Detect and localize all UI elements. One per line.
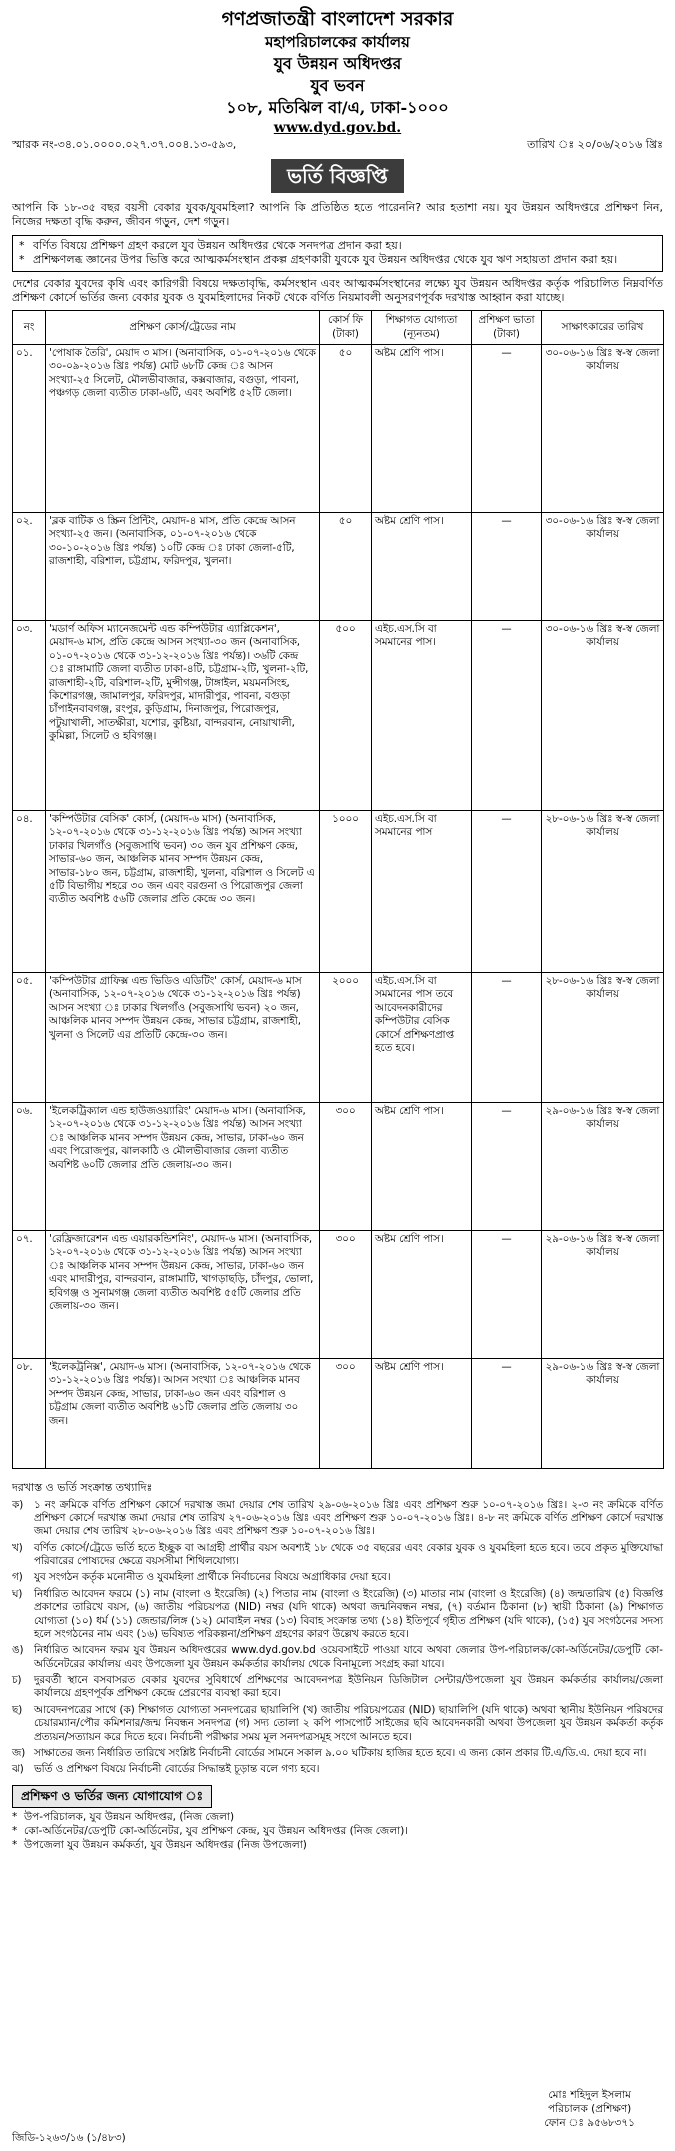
row-course: 'পোষাক তৈরি', মেয়াদ ৩ মাস। (অনাবাসিক, ০১-০৭-২০১৬ থেকে ৩০-০৯-২০১৬ খ্রিঃ পর্যন্ত) মোট ৬৮টি কেন্দ্র ঃ আসন সংখ্যা-২৫ সিলেট, মৌলভীবাজার, কক্সবাজার, বগুড়া, পাবনা, পঞ্চগড় জেলা ব্যতীত ঢাকা-৬টি, এবং অবশিষ্ট ৫২টি জেলা। bbox=[46, 345, 320, 513]
col-header-allowance: প্রশিক্ষণ ভাতা (টাকা) bbox=[472, 311, 542, 345]
info-item: ছ) আবেদনপত্রের সাথে (ক) শিক্ষাগত যোগ্যতা সনদপত্রের ছায়ালিপি (খ) জাতীয় পরিচয়পত্রের (NID) ছায়ালিপি (যদি থাকে) অথবা স্থানীয় ইউনিয়ন পরিষদের চেয়ারম্যান/পৌর কমিশনার/জন্ম নিবন্ধন সনদপত্র (গ) সদ্য তোলা ২ কপি পাসপোর্ট সাইজের ছবি আবেদনকারী অথবা উপজেলা যুব উন্নয়ন কর্মকর্তা কর্তৃক প্রত্যয়ন/সত্যায়ন করে দিতে হবে। নির্বাচনী পরীক্ষার সময় মূল সনদপত্রসমূহ সংগে আনতে হবে। bbox=[12, 1703, 663, 1743]
building-name: যুব ভবন bbox=[310, 76, 365, 95]
col-header-course: প্রশিক্ষণ কোর্স/ট্রেডের নাম bbox=[46, 311, 320, 345]
table-row bbox=[13, 811, 664, 973]
row-allowance: — bbox=[472, 1359, 542, 1469]
row-no: ০১. bbox=[13, 345, 46, 513]
row-fee: ৫০০ bbox=[320, 621, 372, 811]
notes-box bbox=[12, 235, 663, 272]
info-item: চ) দুরবর্তী স্থানে বসবাসরত বেকার যুবদের সুবিধার্থে প্রশিক্ষণের আবেদনপত্র ইউনিয়ন ডিজিটাল সেন্টার/উপজেলা যুব উন্নয়ন কর্মকর্তার কার্যালয়/জেলা কার্যালয়ে গ্রহণপূর্বক প্রশিক্ষণ কেন্দ্রে প্রেরণের ব্যবস্থা করা হবে। bbox=[12, 1674, 664, 1700]
row-interview: ৩০-০৬-১৬ খ্রিঃ স্ব-স্ব জেলা কার্যালয় bbox=[542, 345, 664, 513]
contact-item: * কো-অর্ডিনেটর/ডেপুটি কো-অর্ডিনেটর, যুব প্রশিক্ষণ কেন্দ্র, যুব উন্নয়ন অধিদপ্তর (নিজ জেলা)। bbox=[12, 1825, 409, 1838]
address: ১০৮, মতিঝিল বা/এ, ঢাকা-১০০০ bbox=[226, 98, 449, 117]
table-row bbox=[13, 621, 664, 811]
department-title: যুব উন্নয়ন অধিদপ্তর bbox=[273, 54, 402, 73]
row-allowance: — bbox=[472, 1231, 542, 1359]
row-course: 'মডার্ণ অফিস ম্যানেজমেন্ট এন্ড কম্পিউটার এ্যাপ্লিকেশন', মেয়াদ-৬ মাস, প্রতি কেন্দ্রে আসন সংখ্যা-৩০ জন (অনাবাসিক, ০১-০৭-২০১৬ থেকে ৩১-১২-২০১৬ খ্রিঃ পর্যন্ত)। ৩৬টি কেন্দ্র ঃ রাঙ্গামাটি জেলা ব্যতীত ঢাকা-৪টি, চট্টগ্রাম-২টি, খুলনা-২টি, রাজশাহী-২টি, বরিশাল-২টি, মুন্সীগঞ্জ, টাঙ্গাইল, ময়মনসিংহ, কিশোরগঞ্জ, জামালপুর, ফরিদপুর, মাদারীপুর, পাবনা, বগুড়া চাঁপাইনবাবগঞ্জ, রংপুর, কুড়িগ্রাম, দিনাজপুর, পিরোজপুর, পটুয়াখালী, সাতক্ষীরা, যশোর, কুষ্টিয়া, বান্দরবান, নোয়াখালী, কুমিল্লা, সিলেট ও হবিগঞ্জ। bbox=[46, 621, 320, 811]
col-header-fee: কোর্স ফি (টাকা) bbox=[320, 311, 372, 345]
header bbox=[12, 6, 663, 137]
table-row bbox=[13, 973, 664, 1103]
info-heading: দরখাস্ত ও ভর্তি সংক্রান্ত তথ্যাদিঃ bbox=[12, 1481, 153, 1494]
row-course: 'কম্পিউটার গ্রাফিক্স এন্ড ভিডিও এডিটিং' কোর্স, মেয়াদ-৬ মাস (অনাবাসিক, ১২-০৭-২০১৬ থেকে ৩১-১২-২০১৬ খ্রিঃ পর্যন্ত) আসন সংখ্যা ঃ ঢাকার খিলগাঁও (সবুজসাথি ভবন) ২০ জন, আঞ্চলিক মানব সম্পদ উন্নয়ন কেন্দ্র, সাভার চট্টগ্রাম, রাজশাহী, খুলনা ও সিলেট এর প্রতিটি কেন্দ্রে-৩০ জন। bbox=[46, 973, 320, 1103]
row-course: 'ইলেকট্রনিক্স', মেয়াদ-৬ মাস। (অনাবাসিক, ১২-০৭-২০১৬ থেকে ৩১-১২-২০১৬ খ্রিঃ পর্যন্ত)। আসন সংখ্যা ঃ আঞ্চলিক মানব সম্পদ উন্নয়ন কেন্দ্র, সাভার, ঢাকা-৬০ জন এবং বরিশাল ও চট্টগ্রাম জেলা ব্যতীত অবশিষ্ট ৬১টি জেলার প্রতি জেলায় ৩০ জন। bbox=[46, 1359, 320, 1469]
col-header-qualification: শিক্ষাগত যোগ্যতা (ন্যূনতম) bbox=[372, 311, 472, 345]
row-allowance: — bbox=[472, 1103, 542, 1231]
notice-title: ভর্তি বিজ্ঞপ্তি bbox=[271, 159, 404, 193]
row-interview: ২৯-০৬-১৬ খ্রিঃ স্ব-স্ব জেলা কার্যালয় bbox=[542, 1103, 664, 1231]
contact-heading: প্রশিক্ষণ ও ভর্তির জন্য যোগাযোগ ঃ bbox=[12, 1785, 212, 1809]
row-interview: ২৮-০৬-১৬ খ্রিঃ স্ব-স্ব জেলা কার্যালয় bbox=[542, 811, 664, 973]
row-fee: ১০০০ bbox=[320, 811, 372, 973]
row-qualification: অষ্টম শ্রেণি পাস। bbox=[372, 1359, 472, 1469]
row-interview: ৩০-০৬-১৬ খ্রিঃ স্ব-স্ব জেলা কার্যালয় bbox=[542, 513, 664, 621]
info-item: ঘ) নির্ধারিত আবেদন ফরমে (১) নাম (বাংলা ও ইংরেজি) (২) পিতার নাম (বাংলা ও ইংরেজি) (৩) মাতার নাম (বাংলা ও ইংরেজি) (৪) জন্মতারিখ (৫) বিজ্ঞপ্তি প্রকাশের তারিখে বয়স, (৬) জাতীয় পরিচয়পত্র (NID) নম্বর (যদি থাকে) অথবা জন্মনিবন্ধন নম্বর, (৭) বর্তমান ঠিকানা (৮) স্থায়ী ঠিকানা (৯) শিক্ষাগত যোগ্যতা (১০) ধর্ম (১১) জেন্ডার/লিঙ্গ (১২) মোবাইল নম্বর (১৩) বিবাহ সংক্রান্ত তথ্য (১৪) ইতিপূর্বে গৃহীত প্রশিক্ষণ (যদি থাকে), (১৫) যুব সংগঠনের সদস্য হলে সংগঠনের নাম এবং (১৬) ভবিষ্যত পরিকল্পনা/প্রশিক্ষণ গ্রহণের কারণ উল্লেখ করতে হবে। bbox=[12, 1587, 663, 1640]
contact-item: * উপজেলা যুব উন্নয়ন কর্মকর্তা, যুব উন্নয়ন অধিদপ্তর (নিজ উপজেলা) bbox=[12, 1839, 307, 1852]
col-header-interview: সাক্ষাৎকারের তারিখ bbox=[542, 311, 664, 345]
info-item: ঝ) ভর্তি ও প্রশিক্ষণ বিষয়ে নির্বাচনী বোর্ডের সিদ্ধান্তই চূড়ান্ত বলে গণ্য হবে। bbox=[12, 1763, 320, 1776]
table-row bbox=[13, 513, 664, 621]
row-no: ০৫. bbox=[13, 973, 46, 1103]
govt-title: গণপ্রজাতন্ত্রী বাংলাদেশ সরকার bbox=[221, 8, 454, 30]
row-fee: ৩০০ bbox=[320, 1231, 372, 1359]
signature-block bbox=[544, 2088, 635, 2131]
row-fee: ৫০ bbox=[320, 345, 372, 513]
row-allowance: — bbox=[472, 811, 542, 973]
row-interview: ২৮-০৬-১৬ খ্রিঃ স্ব-স্ব জেলা কার্যালয় bbox=[542, 973, 664, 1103]
row-course: 'কম্পিউটার বেসিক' কোর্স, (মেয়াদ-৬ মাস) (অনাবাসিক, ১২-০৭-২০১৬ থেকে ৩১-১২-২০১৬ খ্রিঃ পর্যন্ত) আসন সংখ্যা ঢাকার খিলগাঁও (সবুজসাথি ভবন) ৩০ জন যুব প্রশিক্ষণ কেন্দ্র, সাভার-৬০ জন, আঞ্চলিক মানব সম্পদ উন্নয়ন কেন্দ্র, সাভার-১৮০ জন, চট্টগ্রাম, রাজশাহী, খুলনা, বরিশাল ও সিলেট এ ৫টি বিভাগীয় শহরে ৩০ জন এবং বরগুনা ও পিরোজপুর জেলা ব্যতীত অবশিষ্ট ৫৬টি জেলার প্রতি কেন্দ্রে ৩০ জন। bbox=[46, 811, 320, 973]
memo-number: স্মারক নং-৩৪.০১.০০০০.০২৭.৩৭.০০৪.১৩-৫৯৩, bbox=[12, 138, 237, 151]
row-qualification: অষ্টম শ্রেণি পাস। bbox=[372, 513, 472, 621]
row-allowance: — bbox=[472, 621, 542, 811]
row-fee: ৫০ bbox=[320, 513, 372, 621]
intro-text: আপনি কি ১৮-৩৫ বছর বয়সী বেকার যুবক/যুবমহিলা? আপনি কি প্রতিষ্ঠিত হতে পারেননি? আর হতাশা নয়। যুব উন্নয়ন অধিদপ্তরে প্রশিক্ষণ নিন, নিজের দক্ষতা বৃদ্ধি করুন, জীবন গড়ুন, দেশ গড়ুন। bbox=[12, 200, 663, 229]
info-item: খ) বর্ণিত কোর্সে/ট্রেডে ভর্তি হতে ইচ্ছুক বা আগ্রহী প্রার্থীর বয়স অবশ্যই ১৮ থেকে ৩৫ বছরের এবং বেকার যুবক ও যুবমহিলা হতে হবে। তবে প্রকৃত মুক্তিযোদ্ধা পরিবারের পোষ্যদের ক্ষেত্রে বয়সসীমা শিথিলযোগ্য। bbox=[12, 1541, 663, 1568]
info-item: ঙ) নির্ধারিত আবেদন ফরম যুব উন্নয়ন অধিদপ্তরের www.dyd.gov.bd ওয়েবসাইটে পাওয়া যাবে অথবা জেলার উপ-পরিচালক/কো-অর্ডিনেটর/ডেপুটি কো-অর্ডিনেটরের কার্যালয় এবং উপজেলা যুব উন্নয়ন কর্মকর্তার কার্যালয় থেকে বিনামূল্যে সংগ্রহ করা যাবে। bbox=[12, 1644, 663, 1670]
info-item: গ) যুব সংগঠন কর্তৃক মনোনীত ও যুবমহিলা প্রার্থীকে নির্বাচনের বিষয়ে অগ্রাধিকার দেয়া হবে। bbox=[12, 1571, 391, 1584]
row-qualification: অষ্টম শ্রেণি পাস। bbox=[372, 1103, 472, 1231]
table-header-row bbox=[13, 311, 664, 345]
row-fee: ২০০০ bbox=[320, 973, 372, 1103]
row-course: 'ব্লক বাটিক ও স্ক্রিন প্রিন্টিং, মেয়াদ-৪ মাস, প্রতি কেন্দ্রে আসন সংখ্যা-২৫ জন। (অনাবাসিক, ০১-০৭-২০১৬ থেকে ৩০-১০-২০১৬ খ্রিঃ পর্যন্ত) ১০টি কেন্দ্র ঃ ঢাকা জেলা-৫টি, রাজশাহী, বরিশাল, চট্টগ্রাম, ফরিদপুর, খুলনা। bbox=[46, 513, 320, 621]
row-course: 'ইলেকট্রিক্যাল এন্ড হাউজওয়্যারিং' মেয়াদ-৬ মাস। (অনাবাসিক, ১২-০৭-২০১৬ থেকে ৩১-১২-২০১৬ খ্রিঃ পর্যন্ত) আসন সংখ্যা ঃ আঞ্চলিক মানব সম্পদ উন্নয়ন কেন্দ্র, সাভার, ঢাকা-৬০ জন এবং পিরোজপুর, ঝালকাঠি ও মৌলভীবাজার জেলা ব্যতীত অবশিষ্ট ৬০টি জেলার প্রতি জেলায়-৩০ জন। bbox=[46, 1103, 320, 1231]
invitation-text: দেশের বেকার যুবদের কৃষি এবং কারিগরী বিষয়ে দক্ষতাবৃদ্ধি, কর্মসংস্থান এবং আত্মকর্মসংস্থানের লক্ষ্যে যুব উন্নয়ন অধিদপ্তর কর্তৃক পরিচালিত নিম্নবর্ণিত প্রশিক্ষণ কোর্সে ভর্তির জন্য বেকার যুবক ও যুবমহিলাদের নিকট থেকে বর্ণিত নিয়মাবলী অনুসরণপূর্বক দরখাস্ত আহ্বান করা যাচ্ছে। bbox=[12, 276, 663, 305]
note-item: * বর্ণিত বিষয়ে প্রশিক্ষণ গ্রহণ করলে যুব উন্নয়ন অধিদপ্তর থেকে সনদপত্র প্রদান করা হয়। bbox=[19, 238, 402, 252]
row-interview: ২৯-০৬-১৬ খ্রিঃ স্ব-স্ব জেলা কার্যালয় bbox=[542, 1359, 664, 1469]
row-qualification: এইচ.এস.সি বা সমমানের পাস তবে আবেদনকারীদের কম্পিউটার বেসিক কোর্সে প্রশিক্ষণপ্রাপ্ত হতে হবে। bbox=[372, 973, 472, 1103]
note-item: * প্রশিক্ষণলব্ধ জ্ঞানের উপর ভিত্তি করে আত্মকর্মসংস্থান প্রকল্প গ্রহণকারী যুবকে যুব উন্নয়ন অধিদপ্তর থেকে যুব ঋণ সহায়তা প্রদান করা হয়। bbox=[19, 253, 618, 267]
row-qualification: অষ্টম শ্রেণি পাস। bbox=[372, 1231, 472, 1359]
row-qualification: অষ্টম শ্রেণি পাস। bbox=[372, 345, 472, 513]
row-fee: ৩০০ bbox=[320, 1359, 372, 1469]
notice-date: তারিখ ঃ ২০/০৬/২০১৬ খ্রিঃ bbox=[527, 138, 663, 151]
contact-item: * উপ-পরিচালক, যুব উন্নয়ন অধিদপ্তর, (নিজ জেলা) bbox=[12, 1811, 235, 1824]
info-item: ক) ১ নং ক্রমিকে বর্ণিত প্রশিক্ষণ কোর্সে দরখাস্ত জমা দেয়ার শেষ তারিখ ২৯-০৬-২০১৬ খ্রিঃ এবং প্রশিক্ষণ শুরু ১০-০৭-২০১৬ খ্রিঃ। ২-৩ নং ক্রমিকে বর্ণিত প্রশিক্ষণ কোর্সে দরখাস্ত জমা দেয়ার শেষ তারিখ ২৭-০৬-২০১৬ খ্রিঃ এবং প্রশিক্ষণ শুরু ১০-০৭-২০১৬ খ্রিঃ। ৪-৮ নং ক্রমিকে বর্ণিত প্রশিক্ষণ কোর্সে দরখাস্ত জমা দেয়ার শেষ তারিখ ২৮-০৬-২০১৬ খ্রিঃ এবং প্রশিক্ষণ শুরু ১০-০৭-২০১৬ খ্রিঃ। bbox=[12, 1498, 663, 1538]
row-course: 'রেফ্রিজারেশন এন্ড এয়ারকন্ডিশনিং', মেয়াদ-৬ মাস। (অনাবাসিক, ১২-০৭-২০১৬ থেকে ৩১-১২-২০১৬ খ্রিঃ পর্যন্ত) আসন সংখ্যা ঃ আঞ্চলিক মানব সম্পদ উন্নয়ন কেন্দ্র, সাভার, ঢাকা-৬০ জন এবং মাদারীপুর, বান্দরবান, রাঙ্গামাটি, খাগড়াছড়ি, চাঁদপুর, ভোলা, হবিগঞ্জ ও সুনামগঞ্জ জেলা ব্যতীত অবশিষ্ট ৫৫টি জেলার প্রতি জেলায়-৩০ জন। bbox=[46, 1231, 320, 1359]
signatory-phone: ফোন ঃ ৯৫৬৮৩৭১ bbox=[544, 2117, 635, 2130]
row-fee: ৩০০ bbox=[320, 1103, 372, 1231]
row-allowance: — bbox=[472, 345, 542, 513]
website-link[interactable]: www.dyd.gov.bd. bbox=[273, 120, 402, 136]
row-interview: ২৯-০৬-১৬ খ্রিঃ স্ব-স্ব জেলা কার্যালয় bbox=[542, 1231, 664, 1359]
table-row bbox=[13, 1103, 664, 1231]
row-allowance: — bbox=[472, 513, 542, 621]
col-header-no: নং bbox=[13, 311, 46, 345]
course-table bbox=[12, 310, 664, 1469]
table-row bbox=[13, 1359, 664, 1469]
row-no: ০৮. bbox=[13, 1359, 46, 1469]
row-no: ০৭. bbox=[13, 1231, 46, 1359]
table-row bbox=[13, 1231, 664, 1359]
info-list bbox=[12, 1499, 663, 1777]
reference-row bbox=[12, 138, 663, 153]
row-no: ০৩. bbox=[13, 621, 46, 811]
row-no: ০৬. bbox=[13, 1103, 46, 1231]
signatory-designation: পরিচালক (প্রশিক্ষণ) bbox=[548, 2103, 632, 2116]
table-row bbox=[13, 345, 664, 513]
row-no: ০৪. bbox=[13, 811, 46, 973]
row-interview: ৩০-০৬-১৬ খ্রিঃ স্ব-স্ব জেলা কার্যালয় bbox=[542, 621, 664, 811]
signatory-name: মোঃ শহিদুল ইসলাম bbox=[548, 2089, 631, 2101]
dg-code: জিডি-১২৬৩/১৬ (১/৪৮৩) bbox=[12, 2132, 126, 2144]
row-allowance: — bbox=[472, 973, 542, 1103]
row-no: ০২. bbox=[13, 513, 46, 621]
row-qualification: এইচ.এস.সি বা সমমানের পাস। bbox=[372, 621, 472, 811]
office-title: মহাপরিচালকের কার্যালয় bbox=[265, 33, 410, 51]
info-item: জ) সাক্ষাতের জন্য নির্ধারিত তারিখে সংশ্লিষ্ট নির্বাচনী বোর্ডের সামনে সকাল ৯.০০ ঘটিকায় হাজির হতে হবে। এ জন্য কোন প্রকার টি.এ/ডি.এ. দেয়া হবে না। bbox=[12, 1746, 647, 1759]
row-qualification: এইচ.এস.সি বা সমমানের পাস bbox=[372, 811, 472, 973]
contact-list bbox=[12, 1811, 663, 1853]
